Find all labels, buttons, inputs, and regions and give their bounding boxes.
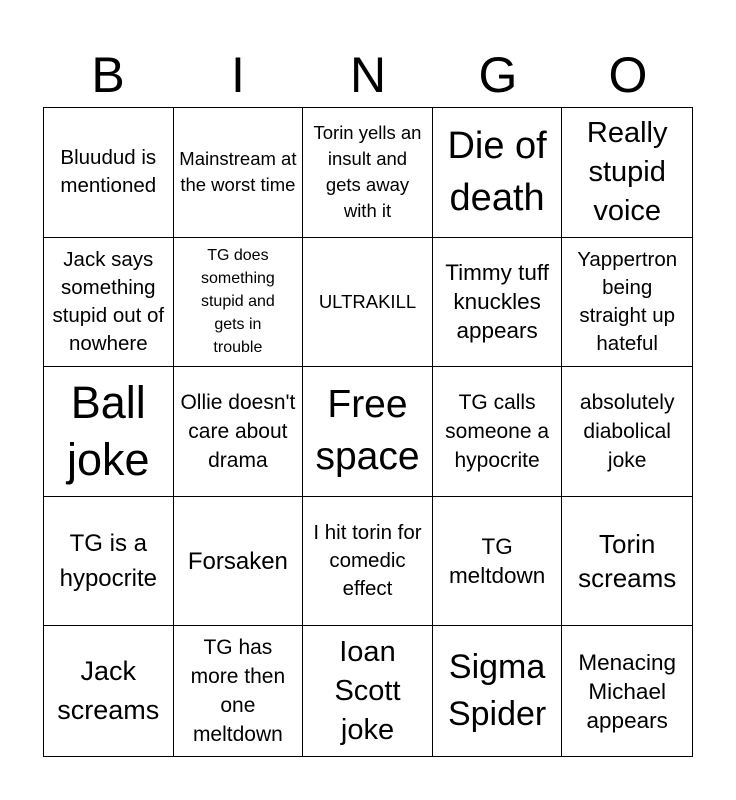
cell-text: TG has more then one meltdown — [190, 636, 286, 747]
bingo-cell-r1-c3[interactable] — [303, 108, 433, 238]
bingo-cell-r1-c4[interactable] — [433, 108, 563, 238]
bingo-cell-r3-c5[interactable] — [562, 367, 692, 497]
bingo-cell-r3-c2[interactable] — [174, 367, 304, 497]
cell-text: Ollie doesn't care about drama — [180, 390, 296, 472]
cell-text: TG is a hypocrite — [59, 530, 157, 593]
bingo-cell-r3-c4[interactable] — [433, 367, 563, 497]
cell-text: TG calls someone a hypocrite — [445, 390, 550, 472]
header-letter-g: G — [478, 47, 518, 103]
bingo-cell-r2-c4[interactable] — [433, 238, 563, 368]
bingo-cell-r4-c5[interactable] — [562, 497, 692, 627]
cell-text: Bluudud is mentioned — [60, 146, 157, 198]
cell-text: Yappertron being straight up hateful — [577, 247, 678, 355]
header-letter-n: N — [349, 47, 387, 103]
bingo-cell-r5-c2[interactable] — [174, 626, 304, 756]
bingo-header — [43, 44, 693, 106]
bingo-cell-r2-c3[interactable] — [303, 238, 433, 368]
bingo-cell-r4-c1[interactable] — [44, 497, 174, 627]
cell-text: Really stupid voice — [586, 116, 668, 227]
cell-text: Jack says something stupid out of nowhere — [52, 247, 165, 355]
bingo-cell-r3-c1[interactable] — [44, 367, 174, 497]
bingo-cell-r2-c1[interactable] — [44, 238, 174, 368]
cell-text: Timmy tuff knuckles appears — [445, 260, 549, 344]
cell-text: Jack screams — [57, 656, 160, 726]
bingo-cell-r2-c2[interactable] — [174, 238, 304, 368]
cell-text: Free space — [315, 383, 420, 479]
cell-text: Menacing Michael appears — [578, 649, 676, 733]
cell-text: Ball joke — [67, 377, 150, 486]
cell-text: I hit torin for comedic effect — [313, 521, 422, 601]
bingo-cell-r4-c3[interactable] — [303, 497, 433, 627]
header-letter-o: O — [608, 47, 648, 103]
bingo-cell-r1-c1[interactable] — [44, 108, 174, 238]
header-letter-i: I — [231, 47, 245, 103]
bingo-cell-r4-c2[interactable] — [174, 497, 304, 627]
cell-text: Ioan Scott joke — [334, 635, 401, 746]
header-letter-b: B — [91, 47, 125, 103]
bingo-cell-r5-c3[interactable] — [303, 626, 433, 756]
cell-text: Mainstream at the worst time — [179, 148, 297, 196]
bingo-cell-r5-c5[interactable] — [562, 626, 692, 756]
cell-text: TG does something stupid and gets in trouble — [200, 247, 275, 357]
cell-text: Forsaken — [187, 547, 288, 575]
bingo-grid — [43, 107, 693, 757]
bingo-cell-r5-c4[interactable] — [433, 626, 563, 756]
bingo-cell-r1-c5[interactable] — [562, 108, 692, 238]
cell-text: ULTRAKILL — [318, 290, 417, 312]
cell-text: absolutely diabolical joke — [579, 390, 675, 472]
bingo-cell-r1-c2[interactable] — [174, 108, 304, 238]
cell-text: Torin yells an insult and gets away with it — [313, 122, 422, 222]
bingo-cell-r4-c4[interactable] — [433, 497, 563, 627]
cell-text: Die of death — [447, 125, 547, 220]
bingo-cell-r3-c3[interactable] — [303, 367, 433, 497]
cell-text: Torin screams — [578, 529, 677, 594]
cell-text: TG meltdown — [448, 534, 546, 589]
cell-text: Sigma Spider — [447, 648, 547, 734]
bingo-cell-r5-c1[interactable] — [44, 626, 174, 756]
bingo-cell-r2-c5[interactable] — [562, 238, 692, 368]
